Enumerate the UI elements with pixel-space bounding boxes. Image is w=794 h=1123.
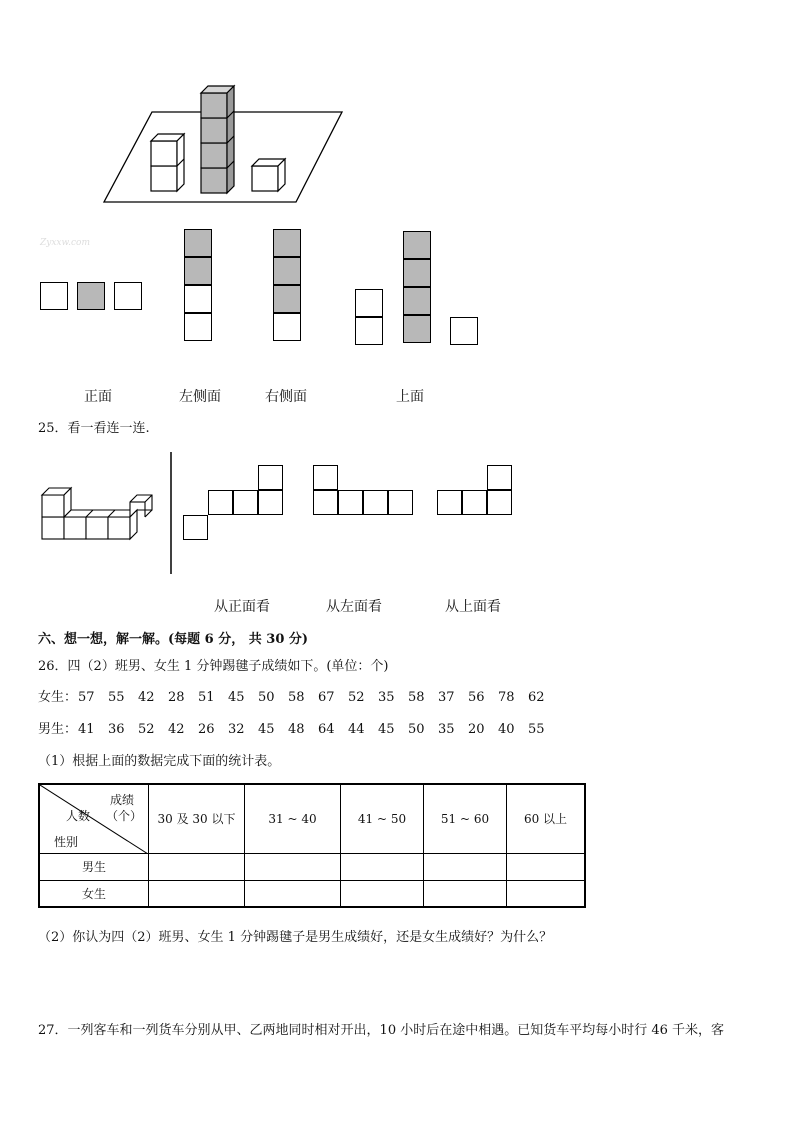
- blank-cell[interactable]: [424, 853, 507, 880]
- col-header: 41 ~ 50: [341, 784, 424, 853]
- boy-score: 64: [318, 722, 335, 737]
- row-header: 男生: [39, 853, 149, 880]
- boy-score: 44: [348, 722, 365, 737]
- q26-title: 26．四（2）班男、女生 1 分钟踢毽子成绩如下。(单位：个): [38, 659, 389, 674]
- blank-cell[interactable]: [341, 880, 424, 907]
- boy-score: 45: [378, 722, 395, 737]
- girl-score: 45: [228, 690, 245, 705]
- divider-line: [168, 452, 174, 574]
- boy-score: 26: [198, 722, 215, 737]
- boy-score: 35: [438, 722, 455, 737]
- blank-cell[interactable]: [245, 880, 341, 907]
- girls-scores-row: [38, 686, 558, 705]
- boy-score: 52: [138, 722, 155, 737]
- boy-score: 36: [108, 722, 125, 737]
- watermark: Zyxxw.com: [40, 238, 90, 248]
- girl-score: 52: [348, 690, 365, 705]
- col-header: 31 ~ 40: [245, 784, 341, 853]
- boy-score: 50: [408, 722, 425, 737]
- blank-cell[interactable]: [507, 853, 586, 880]
- girls-label: 女生：: [38, 690, 78, 705]
- q27-text: 27．一列客车和一列货车分别从甲、乙两地同时相对开出，10 小时后在途中相遇。已知货车平均每小时行 46 千米，客: [38, 1023, 725, 1038]
- boy-score: 45: [258, 722, 275, 737]
- blank-cell[interactable]: [424, 880, 507, 907]
- q26-sub1: （1）根据上面的数据完成下面的统计表。: [38, 754, 281, 769]
- blank-cell[interactable]: [149, 880, 245, 907]
- boy-score: 55: [528, 722, 545, 737]
- blank-cell[interactable]: [507, 880, 586, 907]
- cube-arrangement-figure: [100, 80, 350, 210]
- boy-score: 40: [498, 722, 515, 737]
- girl-score: 37: [438, 690, 455, 705]
- label-top: 上面: [396, 389, 424, 405]
- statistics-table: [38, 783, 586, 908]
- boy-score: 32: [228, 722, 245, 737]
- boys-scores-row: [38, 718, 558, 737]
- boys-label: 男生：: [38, 722, 78, 737]
- girl-score: 57: [78, 690, 95, 705]
- boy-score: 48: [288, 722, 305, 737]
- blank-cell[interactable]: [149, 853, 245, 880]
- corner-count: 人数: [66, 809, 91, 823]
- row-header: 女生: [39, 880, 149, 907]
- girl-score: 62: [528, 690, 545, 705]
- blank-cell[interactable]: [245, 853, 341, 880]
- label-from-left: 从左面看: [326, 599, 382, 615]
- girl-score: 28: [168, 690, 185, 705]
- label-right-side: 右侧面: [265, 389, 307, 405]
- col-header: 60 以上: [507, 784, 586, 853]
- girl-score: 67: [318, 690, 335, 705]
- col-header: 30 及 30 以下: [149, 784, 245, 853]
- corner-score: 成绩: [110, 793, 135, 807]
- girl-score: 55: [108, 690, 125, 705]
- table-corner-cell: [39, 784, 149, 853]
- label-from-top: 从上面看: [445, 599, 501, 615]
- label-front: 正面: [84, 389, 112, 405]
- label-left-side: 左侧面: [179, 389, 221, 405]
- boy-score: 20: [468, 722, 485, 737]
- col-header: 51 ~ 60: [424, 784, 507, 853]
- q26-sub2: （2）你认为四（2）班男、女生 1 分钟踢毽子是男生成绩好，还是女生成绩好？为什么？: [38, 930, 553, 945]
- girl-score: 35: [378, 690, 395, 705]
- girl-score: 42: [138, 690, 155, 705]
- corner-unit: （个）: [106, 809, 143, 823]
- corner-gender: 性别: [54, 835, 79, 849]
- girl-score: 78: [498, 690, 515, 705]
- girl-score: 58: [408, 690, 425, 705]
- girl-score: 58: [288, 690, 305, 705]
- section-6-title: 六、想一想，解一解。(每题 6 分， 共 30 分): [38, 632, 309, 647]
- boy-score: 41: [78, 722, 95, 737]
- label-from-front: 从正面看: [214, 599, 270, 615]
- girl-score: 51: [198, 690, 215, 705]
- girl-score: 50: [258, 690, 275, 705]
- q25-title: 25．看一看连一连.: [38, 421, 150, 436]
- blank-cell[interactable]: [341, 853, 424, 880]
- girl-score: 56: [468, 690, 485, 705]
- boy-score: 42: [168, 722, 185, 737]
- q25-solid-figure: [38, 485, 158, 545]
